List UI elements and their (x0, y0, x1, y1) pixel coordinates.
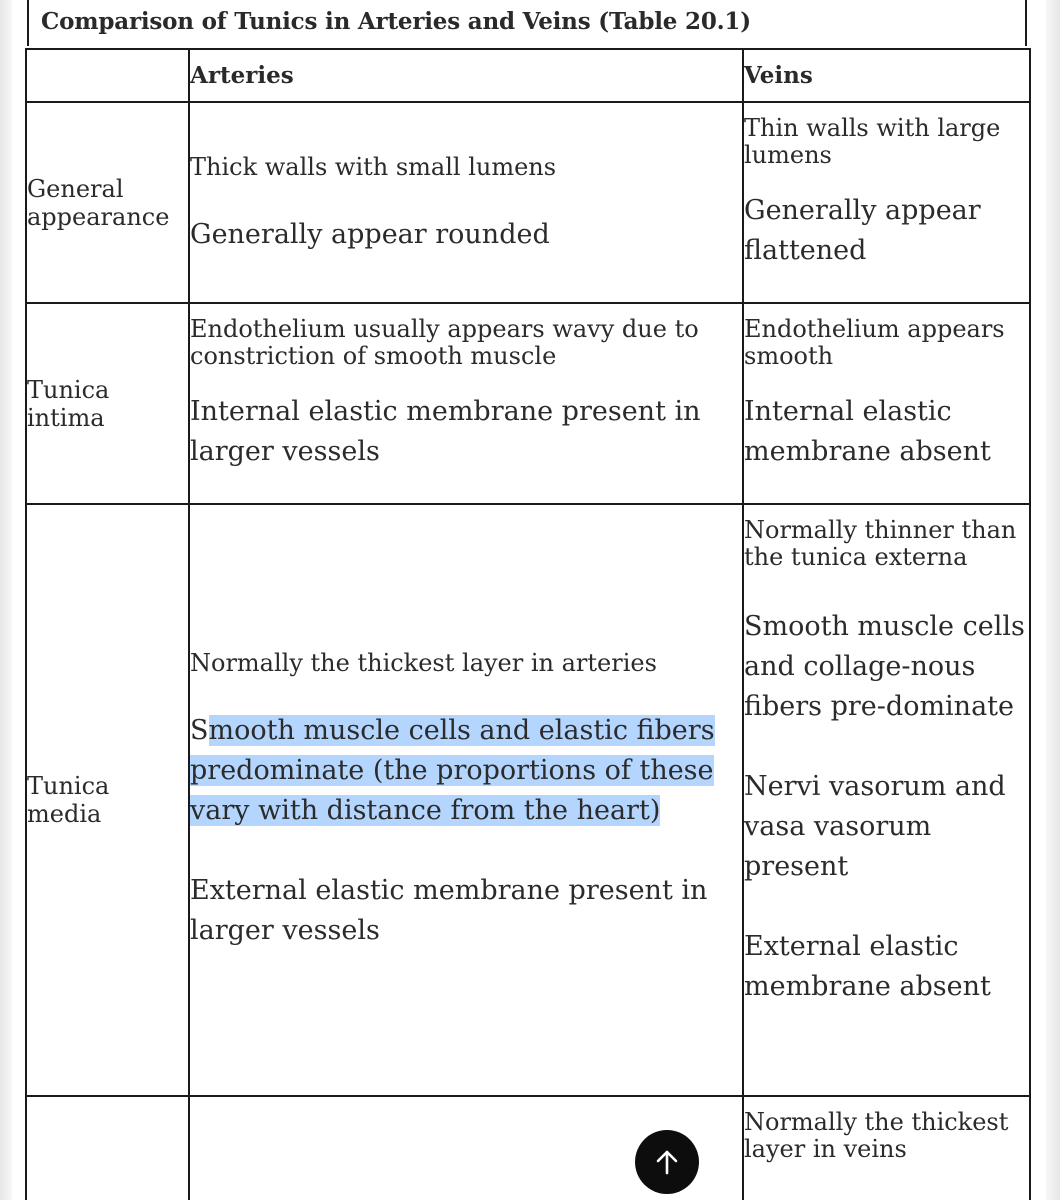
table-row-general-appearance (26, 102, 1030, 303)
cell-text: External elastic membrane absent (744, 931, 991, 1002)
veins-cell (743, 303, 1030, 504)
cell-text: Endothelium usually appears wavy due to constriction of smooth muscle (190, 315, 699, 370)
cell-text: Endothelium appears smooth (744, 315, 1005, 370)
cell-text: External elastic membrane present in larger vessels (190, 874, 708, 946)
row-label (26, 1096, 189, 1200)
arteries-cell (189, 504, 743, 1096)
arrow-up-icon (652, 1147, 682, 1177)
left-edge-shadow (0, 0, 12, 1200)
selected-text (190, 711, 742, 831)
veins-cell (743, 1096, 1030, 1200)
table-row-tunica-intima (26, 303, 1030, 504)
cell-text: Smooth muscle cells and collage-nous fibers pre-dominate (744, 611, 1025, 722)
tunics-comparison-table (25, 48, 1031, 1200)
cell-text: Generally appear flattened (744, 195, 981, 266)
cell-text: Internal elastic membrane absent (744, 396, 991, 467)
table-row-tunica-externa (26, 1096, 1030, 1200)
cell-text: Internal elastic membrane present in larger vessels (190, 396, 701, 467)
arteries-cell (189, 303, 743, 504)
cell-text: Nervi vasorum and vasa vasorum present (744, 771, 1006, 882)
cell-text: Normally the thickest layer in veins (744, 1108, 1009, 1163)
header-empty (26, 49, 189, 102)
row-label: General appearance (26, 102, 189, 303)
table-caption-text: Comparison of Tunics in Arteries and Veins (Table 20.1) (41, 8, 751, 35)
scroll-to-top-button[interactable] (635, 1130, 699, 1194)
arteries-cell (189, 102, 743, 303)
cell-text: Normally thinner than the tunica externa (744, 516, 1017, 571)
cell-text: Thick walls with small lumens (190, 153, 557, 181)
text-selection-highlight: mooth muscle cells and elastic fibers predominate (the proportions of these vary with distance from the heart) (190, 714, 715, 826)
table-row-tunica-media (26, 504, 1030, 1096)
cell-text: Normally the thickest layer in arteries (190, 648, 657, 677)
cell-text: Thin walls with large lumens (744, 114, 1001, 169)
right-edge-shadow (1046, 0, 1060, 1200)
table-caption (27, 0, 1027, 46)
row-label: Tunica media (26, 504, 189, 1096)
header-arteries: Arteries (189, 49, 743, 102)
veins-cell (743, 504, 1030, 1096)
row-label: Tunica intima (26, 303, 189, 504)
header-veins: Veins (743, 49, 1030, 102)
cell-text: Generally appear rounded (190, 219, 550, 250)
veins-cell (743, 102, 1030, 303)
selection-first-letter: S (190, 714, 209, 746)
header-row (26, 49, 1030, 102)
